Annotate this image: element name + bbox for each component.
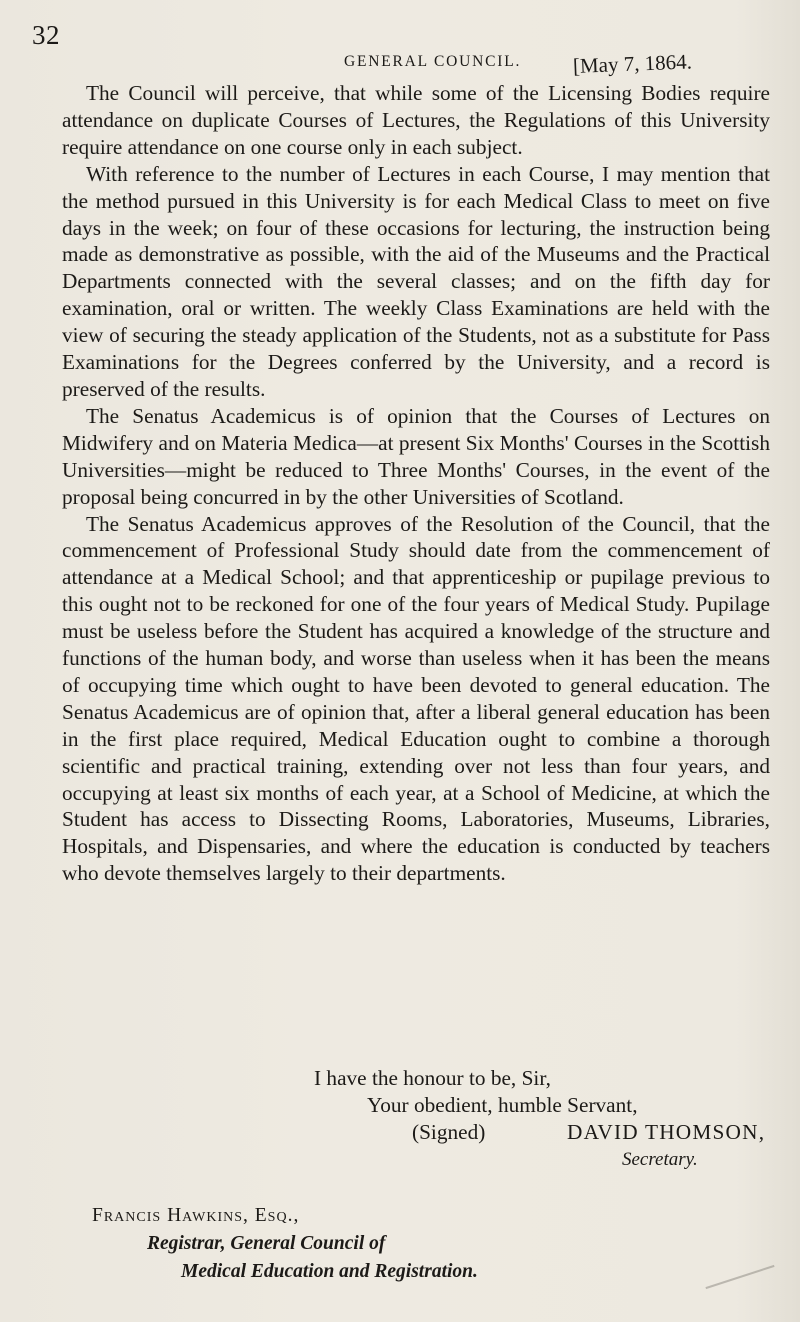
addressee-body: Medical Education and Registration. <box>181 1261 478 1282</box>
closing-line-honour: I have the honour to be, Sir, <box>314 1066 551 1090</box>
addressee-name: Francis Hawkins, Esq., <box>92 1205 300 1226</box>
paragraph-lectures-per-course: With reference to the number of Lectures in each Course, I may mention that the method pursued in this University is for each Medical Class to meet on five days in the week; on four of these occasions for lecturing, the instruction being made as demonstrative as possible, with the aid of the Museums and the Practical Departments connected with the several classes; and on the fifth day for examination, oral or written. The weekly Class Examinations are held with the view of securing the steady application of the Students, not as a substitute for Pass Examinations for the Degrees conferred by the University, and a record is preserved of the results. <box>62 161 770 401</box>
page-header <box>32 20 760 80</box>
signatory-title: Secretary. <box>622 1149 698 1170</box>
paragraph-duplicate-courses: The Council will perceive, that while some of the Licensing Bodies require attendance on duplicate Courses of Lectures, the Regulations of this University require attendance on one course only in each subject. <box>62 81 770 159</box>
page-edge-mark <box>705 1265 774 1289</box>
signatory-name: DAVID THOMSON, <box>567 1120 766 1144</box>
running-head: GENERAL COUNCIL. <box>344 53 522 70</box>
closing-line-servant: Your obedient, humble Servant, <box>367 1093 638 1117</box>
page-number: 32 <box>32 20 60 50</box>
paragraph-professional-study: The Senatus Academicus approves of the Resolution of the Council, that the commencement of Professional Study should date from the commencement of attendance at a Medical School; and that apprenticeship or pupilage previous to this ought not to be reckoned for one of the four years of Medical Study. Pupilage must be useless before the Student has acquired a knowledge of the structure and functions of the human body, and worse than useless when it has been the means of occupying time which ought to have been devoted to general education. The Senatus Academicus are of opinion that, after a liberal general education has been in the first place required, Medical Education ought to combine a thorough scientific and practical training, extending over not less than four years, and occupying at least six months of each year, at a School of Medicine, at which the Student has access to Dissecting Rooms, Laboratories, Museums, Libraries, Hospitals, and Dispensaries, and where the education is conducted by teachers who devote themselves largely to their departments. <box>62 511 770 886</box>
header-date: [May 7, 1864. <box>572 49 693 78</box>
paragraph-midwifery-materia-medica: The Senatus Academicus is of opinion that the Courses of Lectures on Midwifery and on Materia Medica—at present Six Months' Courses in the Scottish Universities—might be reduced to Three Months' Courses, in the event of the proposal being concurred in by the other Universities of Scotland. <box>62 403 770 509</box>
signed-label: (Signed) <box>412 1120 486 1144</box>
addressee-office: Registrar, General Council of <box>147 1233 386 1254</box>
letter-body <box>62 80 770 887</box>
